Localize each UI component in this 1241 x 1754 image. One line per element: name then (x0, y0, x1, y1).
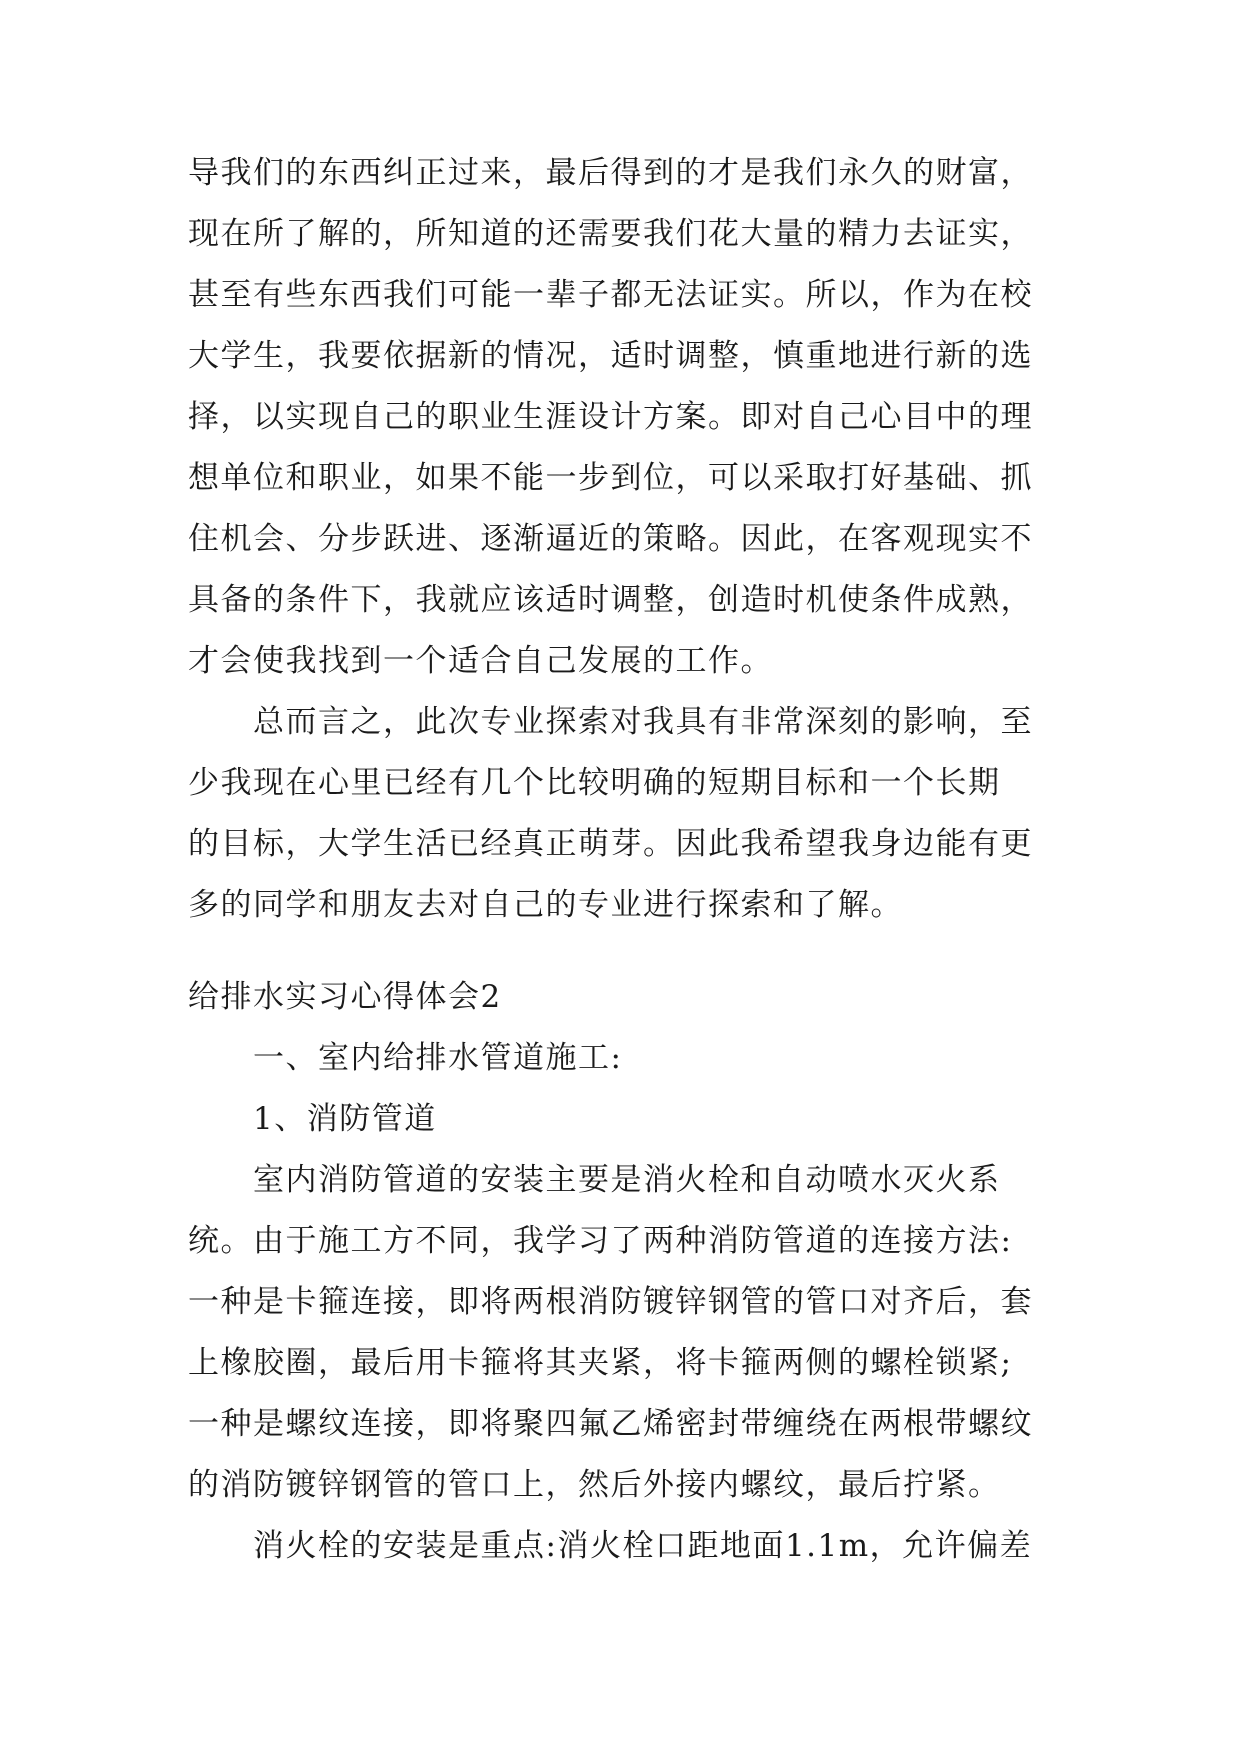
text-line: 择，以实现自己的职业生涯设计方案。即对自己心目中的理 (188, 399, 1033, 435)
text-line: 1、消防管道 (188, 1101, 437, 1137)
text-line: 才会使我找到一个适合自己发展的工作。 (188, 643, 773, 679)
text-line: 室内消防管道的安装主要是消火栓和自动喷水灭火系 (188, 1162, 1001, 1198)
text-line: 想单位和职业，如果不能一步到位，可以采取打好基础、抓 (188, 460, 1033, 496)
text-line: 的目标，大学生活已经真正萌芽。因此我希望我身边能有更 (188, 826, 1033, 862)
section-heading: 给排水实习心得体会2 (188, 979, 502, 1015)
text-line: 多的同学和朋友去对自己的专业进行探索和了解。 (188, 887, 903, 923)
text-line: 一种是螺纹连接，即将聚四氟乙烯密封带缠绕在两根带螺纹 (188, 1406, 1033, 1442)
text-line: 甚至有些东西我们可能一辈子都无法证实。所以，作为在校 (188, 277, 1033, 313)
text-line: 少我现在心里已经有几个比较明确的短期目标和一个长期 (188, 765, 1001, 801)
text-line: 一种是卡箍连接，即将两根消防镀锌钢管的管口对齐后，套 (188, 1284, 1033, 1320)
text-line: 统。由于施工方不同，我学习了两种消防管道的连接方法: (188, 1223, 1013, 1259)
text-line: 现在所了解的，所知道的还需要我们花大量的精力去证实， (188, 216, 1033, 252)
text-line: 的消防镀锌钢管的管口上，然后外接内螺纹，最后拧紧。 (188, 1467, 1001, 1503)
text-line: 消火栓的安装是重点:消火栓口距地面1.1m，允许偏差 (188, 1528, 1033, 1564)
text-line: 具备的条件下，我就应该适时调整，创造时机使条件成熟， (188, 582, 1033, 618)
text-line: 导我们的东西纠正过来，最后得到的才是我们永久的财富， (188, 155, 1033, 191)
text-line: 大学生，我要依据新的情况，适时调整，慎重地进行新的选 (188, 338, 1033, 374)
text-line: 一、室内给排水管道施工: (188, 1040, 623, 1076)
text-line: 住机会、分步跃进、逐渐逼近的策略。因此，在客观现实不 (188, 521, 1033, 557)
text-line: 总而言之，此次专业探索对我具有非常深刻的影响，至 (188, 704, 1033, 740)
text-line: 上橡胶圈，最后用卡箍将其夹紧，将卡箍两侧的螺栓锁紧; (188, 1345, 1013, 1381)
